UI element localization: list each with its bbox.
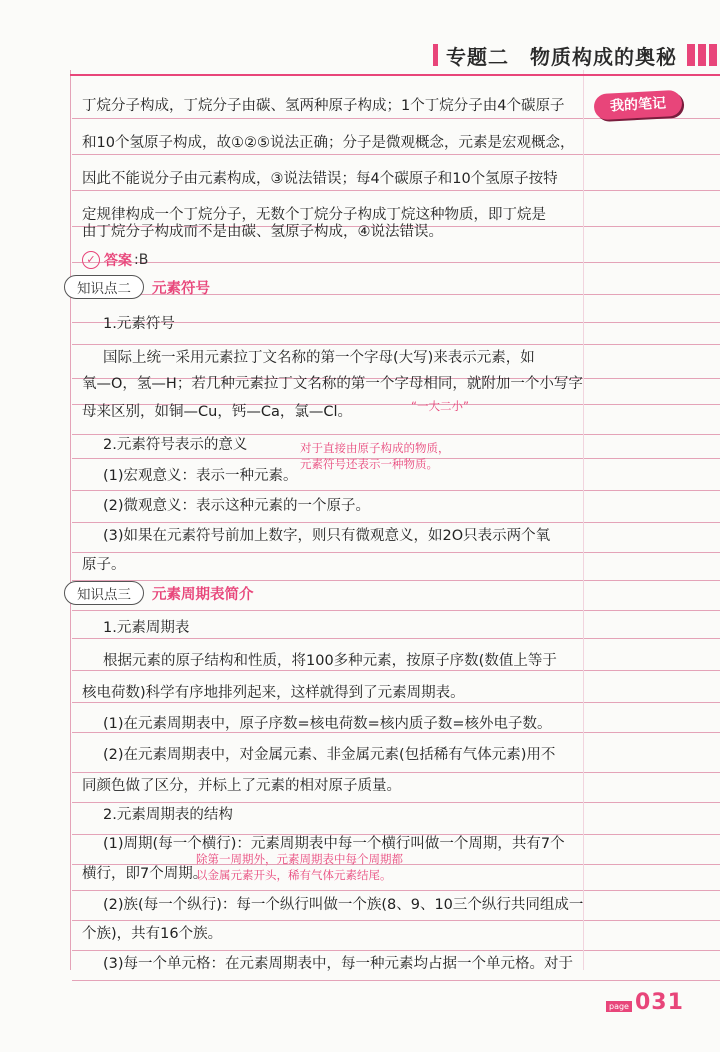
knowledge-point-tag: 知识点二 — [64, 275, 144, 299]
notes-margin-line — [583, 70, 584, 970]
margin-line — [70, 70, 71, 970]
list-item: (3)每一个单元格：在元素周期表中，每一种元素均占据一个单元格。对于 — [103, 956, 574, 972]
section-title: 2.元素周期表的结构 — [103, 807, 233, 823]
ruled-line — [72, 772, 720, 773]
header-accent-bar — [433, 44, 438, 66]
list-item: 原子。 — [82, 557, 126, 573]
header-title: 专题二 物质构成的奥秘 — [446, 44, 677, 69]
paragraph-line: 丁烷分子构成，丁烷分子由碳、氢两种原子构成；1个丁烷分子由4个碳原子 — [82, 98, 565, 114]
answer-value: :B — [134, 252, 149, 268]
paragraph-line: 核电荷数)科学有序地排列起来，这样就得到了元素周期表。 — [82, 685, 465, 701]
paragraph-line: 和10个氢原子构成，故①②⑤说法正确；分子是微观概念，元素是宏观概念， — [82, 135, 575, 151]
ruled-line — [72, 980, 720, 981]
ruled-line — [72, 950, 720, 951]
knowledge-point-3 — [64, 581, 254, 605]
paragraph-line: 由丁烷分子构成而不是由碳、氢原子构成，④说法错误。 — [82, 224, 443, 240]
check-icon: ✓ — [82, 251, 100, 269]
list-item: (2)在元素周期表中，对金属元素、非金属元素(包括稀有气体元素)用不 — [103, 747, 556, 763]
ruled-line — [72, 490, 720, 491]
header-rule — [70, 74, 720, 76]
page-header — [433, 40, 720, 70]
page-digits: 031 — [634, 990, 684, 1015]
page-word: page — [606, 1001, 632, 1012]
my-notes-badge: 我的笔记 — [593, 90, 682, 121]
paragraph-line: 因此不能说分子由元素构成，③说法错误；每4个碳原子和10个氢原子按特 — [82, 171, 558, 187]
header-stripes — [687, 44, 720, 66]
list-item: (3)如果在元素符号前加上数字，则只有微观意义，如2O只表示两个氧 — [103, 528, 551, 544]
margin-note-one-big-two-small: “一大二小” — [411, 399, 469, 413]
ruled-line — [72, 890, 720, 891]
margin-note-atom-substance: 对于直接由原子构成的物质， 元素符号还表示一种物质。 — [300, 441, 450, 471]
page-number — [606, 990, 684, 1015]
list-item: 同颜色做了区分，并标上了元素的相对原子质量。 — [82, 778, 401, 794]
knowledge-point-title: 元素符号 — [152, 280, 210, 297]
ruled-line — [72, 154, 720, 155]
paragraph-line: 国际上统一采用元素拉丁文名称的第一个字母(大写)来表示元素，如 — [103, 350, 535, 366]
list-item: (1)宏观意义：表示一种元素。 — [103, 468, 298, 484]
section-title: 1.元素符号 — [103, 316, 175, 332]
list-item: 个族)，共有16个族。 — [82, 926, 223, 942]
list-item: 横行，即7个周期。 — [82, 866, 208, 882]
list-item: (2)微观意义：表示这种元素的一个原子。 — [103, 498, 371, 514]
ruled-line — [72, 262, 720, 263]
margin-note-periods: 除第一周期外，元素周期表中每个周期都 以金属元素开头，稀有气体元素结尾。 — [196, 852, 403, 882]
paragraph-line: 根据元素的原子结构和性质，将100多种元素，按原子序数(数值上等于 — [103, 653, 557, 669]
list-item: (2)族(每一个纵行)：每一个纵行叫做一个族(8、9、10三个纵行共同组成一 — [103, 897, 584, 913]
ruled-line — [72, 702, 720, 703]
ruled-line — [72, 920, 720, 921]
paragraph-line: 氧—O，氢—H；若几种元素拉丁文名称的第一个字母相同，就附加一个小写字 — [82, 376, 583, 392]
paragraph-line: 定规律构成一个丁烷分子，无数个丁烷分子构成丁烷这种物质，即丁烷是 — [82, 207, 546, 223]
knowledge-point-2 — [64, 275, 210, 299]
ruled-line — [72, 670, 720, 671]
paragraph-line: 母来区别，如铜—Cu，钙—Ca，氯—Cl。 — [82, 404, 352, 420]
list-item: (1)周期(每一个横行)：元素周期表中每一个横行叫做一个周期，共有7个 — [103, 836, 565, 852]
answer-label: 答案 — [104, 253, 132, 269]
ruled-line — [72, 190, 720, 191]
knowledge-point-title: 元素周期表简介 — [152, 586, 254, 603]
answer-line — [82, 250, 148, 270]
ruled-line — [72, 344, 720, 345]
list-item: (1)在元素周期表中，原子序数=核电荷数=核内质子数=核外电子数。 — [103, 716, 552, 732]
knowledge-point-tag: 知识点三 — [64, 581, 144, 605]
section-title: 1.元素周期表 — [103, 620, 190, 636]
ruled-line — [72, 638, 720, 639]
ruled-line — [72, 522, 720, 523]
section-title: 2.元素符号表示的意义 — [103, 437, 248, 453]
ruled-line — [72, 552, 720, 553]
ruled-line — [72, 610, 720, 611]
